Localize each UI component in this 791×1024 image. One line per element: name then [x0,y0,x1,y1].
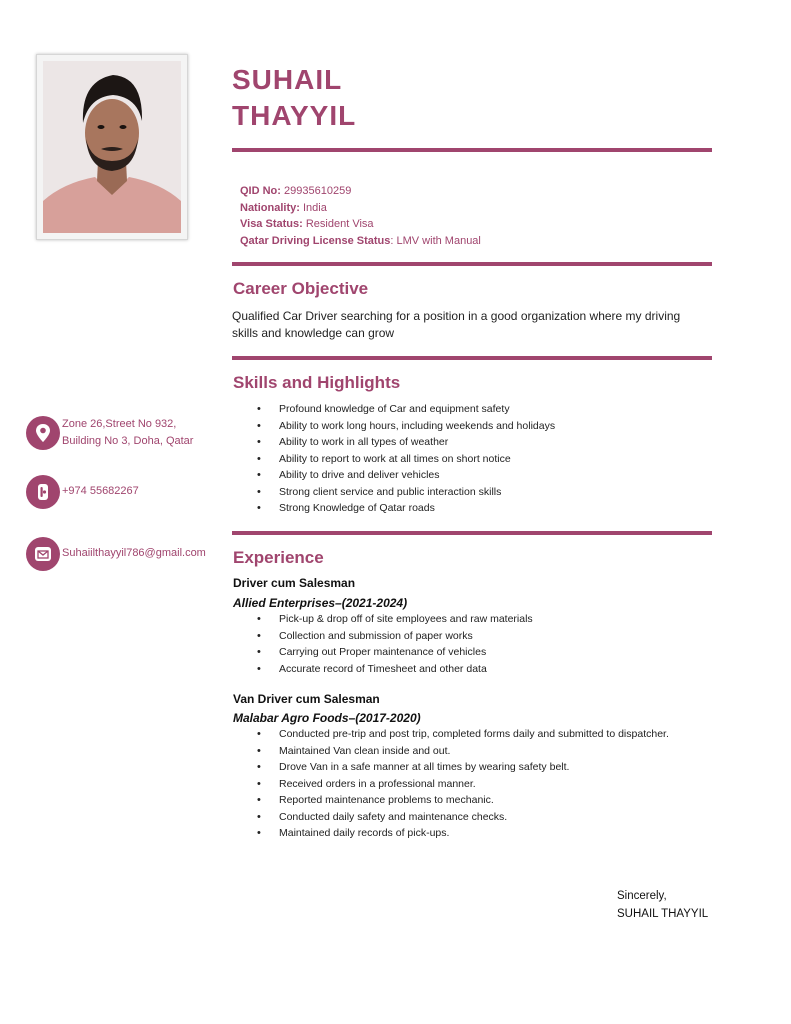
person-photo-icon [43,61,181,233]
job-duties-list [257,611,533,677]
info-qid [240,183,481,200]
duty-item: • Carrying out Proper maintenance of vehicles [257,644,533,661]
skill-item: • Ability to work in all types of weather [257,434,555,451]
candidate-name [232,62,356,134]
salutation: Sincerely, [617,890,667,902]
signature-name: SUHAIL THAYYIL [617,908,709,920]
info-label: Visa Status: [240,218,303,230]
profile-photo [36,54,188,240]
career-objective-text: Qualified Car Driver searching for a position in a good organization where my driving skills and knowledge can grow [232,309,681,340]
email-address: Suhaiilthayyil786@gmail.com [62,547,206,559]
info-value: Resident Visa [305,218,374,230]
job-company: Malabar Agro Foods–(2017-2020) [233,711,421,725]
duty-item: • Collection and submission of paper works [257,628,533,645]
duty-item: • Pick-up & drop off of site employees and raw materials [257,611,533,628]
info-label: QID No: [240,185,281,197]
duty-item: • Maintained Van clean inside and out. [257,743,677,760]
contact-phone [26,475,139,509]
info-label: Qatar Driving License Status [240,234,391,247]
info-value: India [302,201,327,214]
closing-signature [617,887,708,923]
divider-rule [232,148,712,152]
duty-item: • Received orders in a professional manner. [257,776,677,793]
skill-item: • Strong client service and public interaction skills [257,484,555,501]
experience-heading: Experience [233,548,324,567]
info-license [240,233,481,250]
contact-email [26,537,206,571]
divider-rule [232,356,712,360]
info-nationality [240,200,481,217]
address-line2: Building No 3, Doha, Qatar [62,435,194,447]
skill-item: • Ability to work long hours, including weekends and holidays [257,418,555,435]
skill-item: • Profound knowledge of Car and equipment safety [257,401,555,418]
phone-number: +974 55682267 [62,485,139,497]
name-line1: SUHAIL [232,64,343,95]
address-line1: Zone 26,Street No 932, [62,418,177,430]
duty-item: • Reported maintenance problems to mechanic. [257,792,677,809]
job-company: Allied Enterprises–(2021-2024) [233,596,408,610]
info-visa [240,216,481,233]
job-duties-list [257,726,677,842]
skills-heading: Skills and Highlights [233,373,401,392]
job-title: Driver cum Salesman [233,576,356,590]
skill-item: • Ability to drive and deliver vehicles [257,467,555,484]
duty-item: • Maintained daily records of pick-ups. [257,825,677,842]
skill-item: • Strong Knowledge of Qatar roads [257,500,555,517]
name-line2: THAYYIL [232,100,357,131]
duty-item: • Accurate record of Timesheet and other data [257,661,533,678]
job-title: Van Driver cum Salesman [233,692,380,706]
career-objective-heading: Career Objective [233,279,369,298]
phone-icon [26,475,60,509]
personal-info [240,183,481,249]
location-pin-icon [26,416,60,450]
duty-item: • Drove Van in a safe manner at all times by wearing safety belt. [257,759,677,776]
skills-list [257,401,555,517]
duty-item: • Conducted pre-trip and post trip, completed forms daily and submitted to dispatcher. [257,726,677,743]
divider-rule [232,531,712,535]
skill-item: • Ability to report to work at all times on short notice [257,451,555,468]
info-label: Nationality: [240,201,300,214]
info-value: 29935610259 [284,185,352,197]
divider-rule [232,262,712,266]
duty-item: • Conducted daily safety and maintenance checks. [257,809,677,826]
contact-address [26,416,193,450]
info-value: : LMV with Manual [390,234,481,247]
email-icon [26,537,60,571]
